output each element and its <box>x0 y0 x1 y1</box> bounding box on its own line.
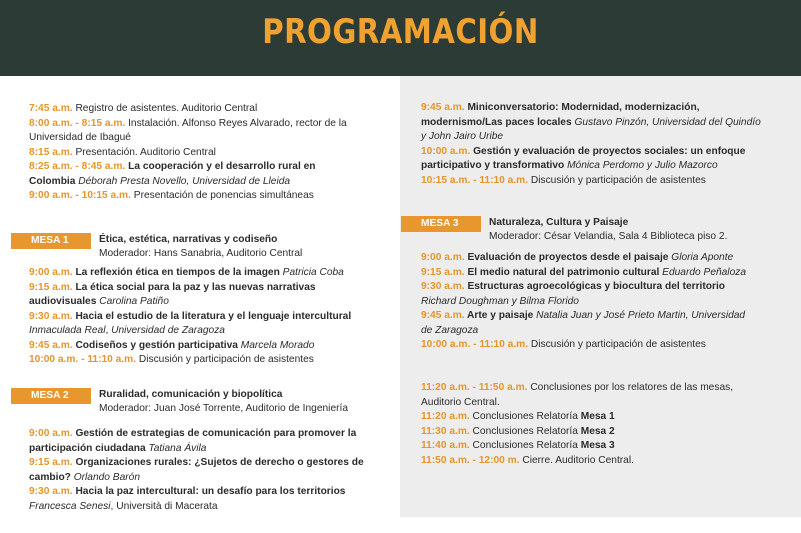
schedule-text: Conclusiones Relatoría <box>469 425 581 437</box>
schedule-text: Conclusiones Relatoría <box>469 411 581 422</box>
schedule-time: 9:15 a.m. <box>29 457 73 468</box>
schedule-text: Richard Doughman y Bilma Florido <box>421 295 579 307</box>
schedule-line <box>421 101 761 116</box>
schedule-line <box>421 396 733 411</box>
schedule-text: Hacia la paz intercultural: un desafío para los territorios <box>72 486 346 497</box>
schedule-time: 8:25 a.m. - 8:45 a.m. <box>29 161 126 172</box>
schedule-line <box>421 425 733 440</box>
schedule-text: Presentación de ponencias simultáneas <box>130 190 314 201</box>
schedule-line <box>421 454 733 469</box>
mesa-3-title: Naturaleza, Cultura y Paisaje <box>489 217 629 228</box>
schedule-line <box>29 146 347 161</box>
mesa-3-schedule <box>421 251 746 353</box>
schedule-line <box>29 456 364 471</box>
schedule-text: audiovisuales <box>29 296 97 307</box>
schedule-text: Discusión y participación de asistentes <box>136 354 314 365</box>
mesa-2-badge: MESA 2 <box>11 388 91 404</box>
schedule-time: 11:20 a.m. <box>421 411 470 422</box>
mesa-2-schedule <box>29 427 364 514</box>
schedule-text: participación ciudadana <box>29 442 146 454</box>
schedule-time: 10:00 a.m. - 11:10 a.m. <box>421 339 529 350</box>
schedule-text: Colombia <box>29 175 76 187</box>
schedule-time: 11:40 a.m. <box>421 440 470 451</box>
schedule-text: Tatiana Ávila <box>145 442 207 454</box>
schedule-time: 9:00 a.m. <box>421 252 465 263</box>
schedule-line <box>421 309 746 324</box>
schedule-text: Arte y paisaje <box>464 310 537 321</box>
schedule-line <box>421 116 761 131</box>
schedule-line <box>421 295 746 310</box>
schedule-time: 11:20 a.m. - 11:50 a.m. <box>421 382 528 393</box>
schedule-text: Miniconversatorio: Modernidad, modernización, <box>464 102 700 113</box>
schedule-line <box>421 174 761 189</box>
schedule-line <box>421 130 761 145</box>
schedule-text: Francesca Senesi <box>29 500 111 512</box>
schedule-text: Gustavo Pinzón, Universidad del Quindío <box>571 116 761 128</box>
schedule-time: 9:45 a.m. <box>29 339 73 351</box>
schedule-text: La cooperación y el desarrollo rural en <box>125 161 316 172</box>
schedule-line <box>29 160 347 175</box>
schedule-text: Mesa 2 <box>580 425 615 437</box>
mesa-1-schedule <box>29 266 351 368</box>
schedule-line <box>29 500 364 515</box>
schedule-line <box>29 175 347 190</box>
schedule-text: Universidad de Zaragoza <box>111 325 225 336</box>
schedule-time: 9:45 a.m. <box>421 102 465 113</box>
schedule-line <box>29 485 364 500</box>
schedule-text: de Zaragoza <box>421 324 479 336</box>
schedule-line <box>421 439 733 454</box>
schedule-line <box>421 324 746 339</box>
schedule-text: Mesa 1 <box>580 411 615 422</box>
schedule-text: Instalación. Alfonso Reyes Alvarado, rector de la <box>125 117 347 129</box>
schedule-time: 9:45 a.m. <box>421 310 465 321</box>
mesa-3-badge: MESA 3 <box>401 216 481 232</box>
schedule-time: 10:15 a.m. - 11:10 a.m. <box>421 174 529 186</box>
schedule-text: Déborah Presta Novello, Universidad de Lleida <box>75 175 291 187</box>
header-banner <box>0 0 801 76</box>
schedule-text: , <box>105 325 112 336</box>
schedule-text: El medio natural del patrimonio cultural <box>464 266 663 278</box>
schedule-line <box>29 281 351 296</box>
mesa-3-moderator: Moderador: César Velandia, Sala 4 Biblioteca piso 2. <box>489 231 728 242</box>
schedule-line <box>421 381 733 396</box>
schedule-line <box>29 324 351 339</box>
schedule-line <box>421 410 733 425</box>
schedule-text: Estructuras agroecológicas y biocultura del territorio <box>464 281 726 292</box>
schedule-text: y John Jairo Uribe <box>421 131 504 142</box>
schedule-time: 9:00 a.m. - 10:15 a.m. <box>29 190 131 201</box>
schedule-text: Mesa 3 <box>580 440 615 451</box>
schedule-time: 9:15 a.m. <box>29 281 73 293</box>
schedule-text: Patricia Coba <box>282 267 344 278</box>
schedule-text: Gestión de estrategias de comunicación para promover la <box>72 428 357 439</box>
schedule-time: 9:00 a.m. <box>29 428 73 439</box>
schedule-line <box>29 442 364 457</box>
schedule-time: 9:30 a.m. <box>29 486 73 497</box>
schedule-text: La ética social para la paz y las nuevas narrativas <box>72 281 316 293</box>
schedule-text: Auditorio Central. <box>421 396 500 408</box>
schedule-text: Registro de asistentes. Auditorio Central <box>72 103 258 114</box>
schedule-line <box>421 145 761 160</box>
mesa-3-header <box>401 216 799 248</box>
schedule-text: modernismo/Las paces locales <box>421 116 572 128</box>
schedule-time: 9:30 a.m. <box>29 310 73 322</box>
schedule-time: 9:30 a.m. <box>421 281 465 292</box>
schedule-line <box>29 189 347 204</box>
schedule-time: 9:15 a.m. <box>421 266 465 278</box>
schedule-text: Inmaculada Real <box>29 325 106 336</box>
schedule-line <box>421 159 761 174</box>
schedule-line <box>29 295 351 310</box>
schedule-text: La reflexión ética en tiempos de la imagen <box>72 267 283 278</box>
schedule-text: Codiseños y gestión participativa <box>72 339 241 351</box>
page-title: PROGRAMACIÓN <box>262 12 539 52</box>
schedule-time: 10:00 a.m. <box>421 145 471 157</box>
schedule-text: Presentación. Auditorio Central <box>72 146 216 158</box>
schedule-text: Universidad de Ibagué <box>29 132 131 143</box>
schedule-text: Cierre. Auditorio Central. <box>519 454 634 466</box>
schedule-text: Evaluación de proyectos desde el paisaje <box>464 252 672 263</box>
schedule-time: 10:00 a.m. - 11:10 a.m. <box>29 354 137 365</box>
schedule-text: Carolina Patiño <box>96 296 169 307</box>
schedule-text: Conclusiones Relatoría <box>469 440 581 451</box>
schedule-text: Marcela Morado <box>240 339 315 351</box>
mesa-2-title: Ruralidad, comunicación y biopolítica <box>99 389 283 400</box>
schedule-time: 11:30 a.m. <box>421 425 470 437</box>
schedule-time: 9:00 a.m. <box>29 267 73 278</box>
schedule-text: Organizaciones rurales: ¿Sujetos de derecho o gestores de <box>72 457 364 468</box>
schedule-text: , Università di Macerata <box>110 500 218 512</box>
intro-schedule <box>29 102 347 204</box>
schedule-text: Eduardo Peñaloza <box>662 266 746 278</box>
schedule-time: 8:00 a.m. - 8:15 a.m. <box>29 117 126 129</box>
closing-schedule <box>421 381 733 468</box>
mesa-2-moderator: Moderador: Juan José Torrente, Auditorio de Ingeniería <box>99 403 348 414</box>
schedule-line <box>421 251 746 266</box>
schedule-line <box>29 310 351 325</box>
right-top-schedule <box>421 101 761 188</box>
mesa-1-title: Ética, estética, narrativas y codiseño <box>99 234 278 245</box>
schedule-time: 11:50 a.m. - 12:00 m. <box>421 454 520 466</box>
schedule-text: participativo y transformativo <box>421 160 565 171</box>
schedule-line <box>29 102 347 117</box>
schedule-text: Discusión y participación de asistentes <box>528 174 706 186</box>
schedule-time: 7:45 a.m. <box>29 103 73 114</box>
schedule-text: cambio? <box>29 471 71 483</box>
schedule-line <box>29 117 347 132</box>
schedule-line <box>29 339 351 354</box>
schedule-line <box>29 471 364 486</box>
schedule-line <box>29 427 364 442</box>
mesa-2-header <box>11 388 401 420</box>
schedule-line <box>29 131 347 146</box>
schedule-text: Gloria Aponte <box>671 252 734 263</box>
mesa-1-moderator: Moderador: Hans Sanabria, Auditorio Central <box>99 248 303 259</box>
schedule-text: Hacia el estudio de la literatura y el lenguaje intercultural <box>72 310 352 322</box>
schedule-text: Mónica Perdomo y Julio Mazorco <box>564 160 718 171</box>
schedule-text: Discusión y participación de asistentes <box>528 339 706 350</box>
schedule-text: Gestión y evaluación de proyectos sociales: un enfoque <box>470 145 746 157</box>
schedule-text: Conclusiones por los relatores de las mesas, <box>527 382 734 393</box>
schedule-time: 8:15 a.m. <box>29 146 73 158</box>
mesa-1-header <box>11 233 401 265</box>
schedule-line <box>421 338 746 353</box>
schedule-line <box>29 266 351 281</box>
schedule-text: Orlando Barón <box>70 471 140 483</box>
schedule-line <box>421 266 746 281</box>
schedule-line <box>29 353 351 368</box>
schedule-line <box>421 280 746 295</box>
schedule-text: Natalia Juan y José Prieto Martin, Universidad <box>536 310 746 321</box>
mesa-1-badge: MESA 1 <box>11 233 91 249</box>
